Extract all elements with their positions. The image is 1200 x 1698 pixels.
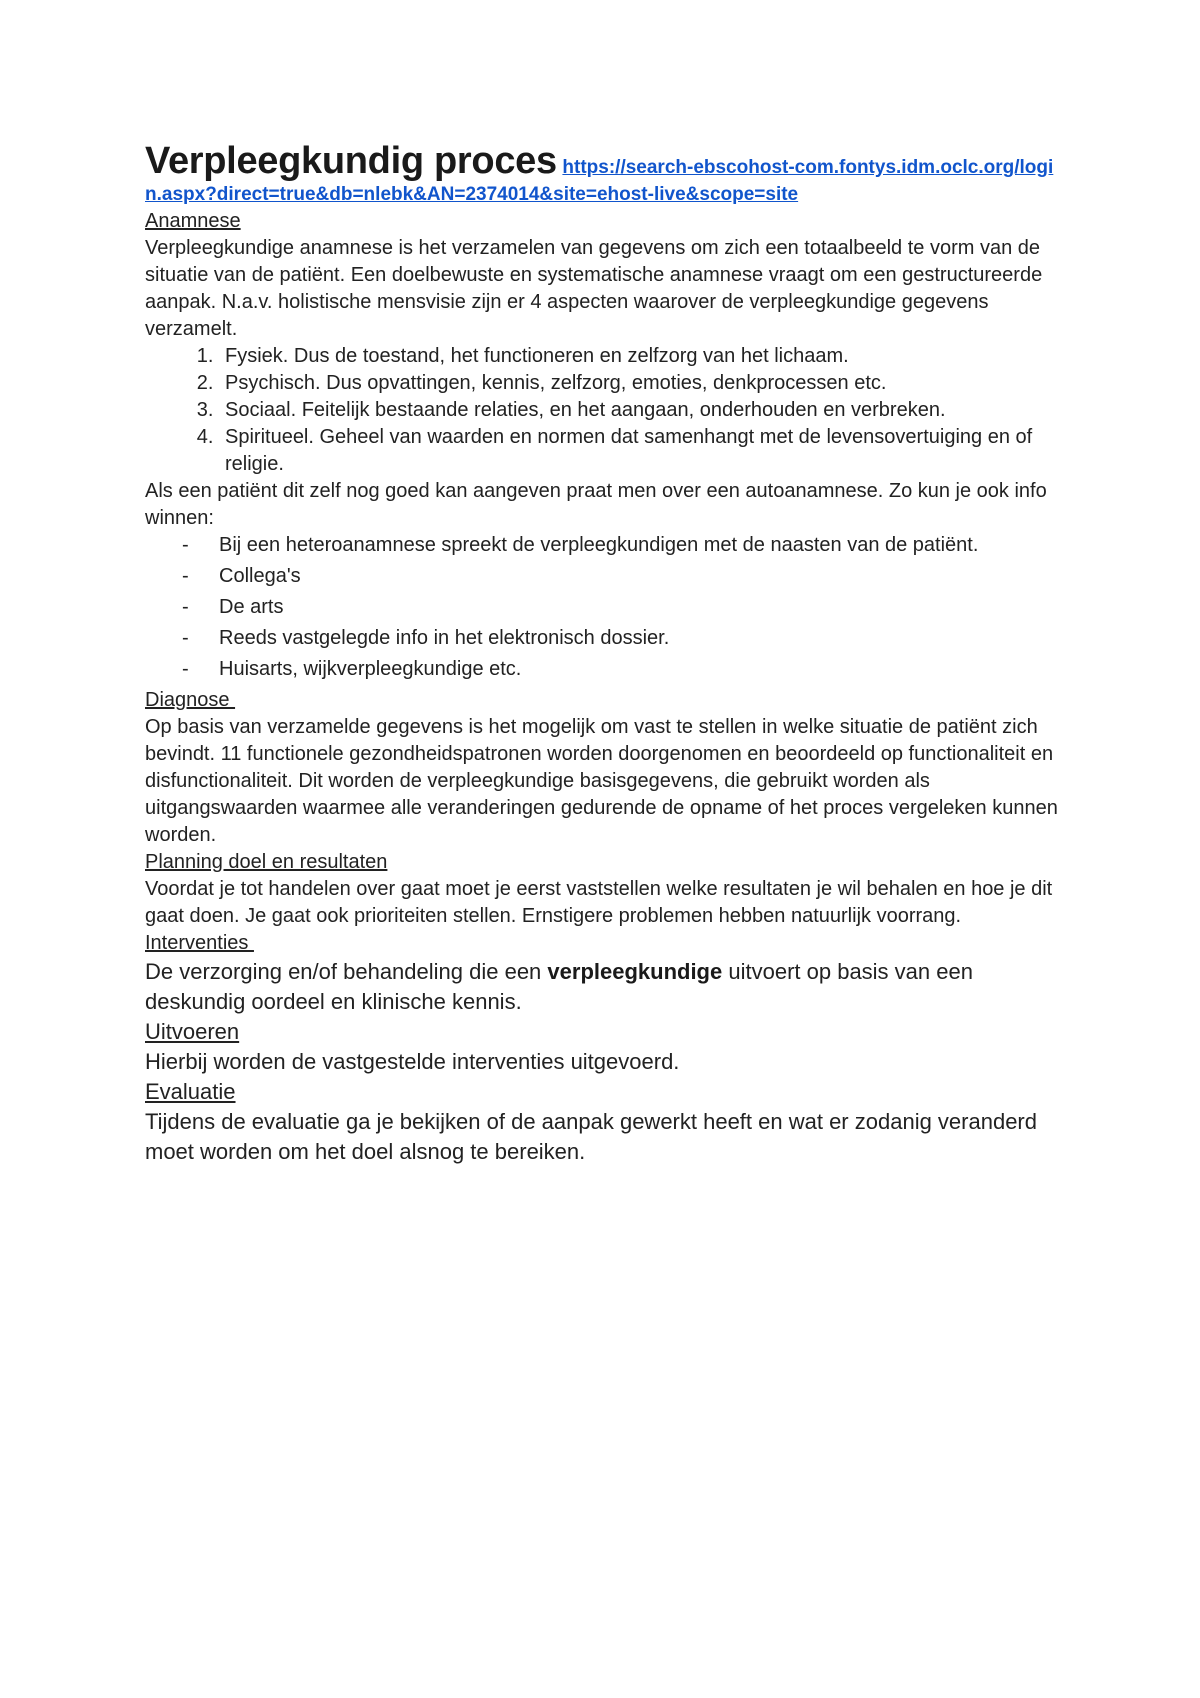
interventies-text-after: uitvoert op basis van een deskundig oordeel en klinische kennis. — [145, 959, 980, 1014]
interventies-body — [145, 957, 1070, 1017]
section-uitvoeren — [145, 1017, 1070, 1077]
interventies-bold-term: verpleegkundige — [547, 959, 723, 984]
aspects-list — [145, 343, 1070, 478]
interventies-text-before: De verzorging en/of behandeling die een — [145, 959, 548, 984]
list-item-text: De arts — [219, 596, 284, 618]
section-evaluatie — [145, 1077, 1070, 1167]
list-item: 3. Sociaal. Feitelijk bestaande relaties, en het aangaan, onderhouden en verbreken. — [219, 397, 1070, 424]
section-diagnose — [145, 687, 1070, 849]
heading-evaluatie: Evaluatie — [145, 1079, 236, 1104]
heading-anamnese: Anamnese — [145, 210, 241, 232]
list-item — [182, 625, 1070, 652]
dash-bullet: - — [182, 534, 189, 556]
anamnese-intro: Verpleegkundige anamnese is het verzamelen van gegevens om zich een totaalbeeld te vorm van de situatie van de patiënt. Een doelbewuste en systematische anamnese vraagt om een gestructureerde aanpak. N.a.v. holistische mensvisie zijn er 4 aspecten waarover de verpleegkundige gegevens verzamelt. — [145, 237, 1043, 340]
dash-bullet: - — [182, 658, 189, 680]
diagnose-body: Op basis van verzamelde gegevens is het mogelijk om vast te stellen in welke situatie de patiënt zich bevindt. 11 functionele gezondheidspatronen worden doorgenomen en beoordeeld op functionaliteit en disfunctionaliteit. Dit worden de verpleegkundige basisgegevens, die gebruikt worden als uitgangswaarden waarmee alle veranderingen gedurende de opname of het proces vergeleken kunnen worden. — [145, 716, 1058, 846]
list-item-text: Collega's — [219, 565, 301, 587]
section-interventies — [145, 930, 1070, 1017]
source-link[interactable]: https://search-ebscohost-com.fontys.idm.oclc.org/login.aspx?direct=true&db=nlebk&AN=2374014&site=ehost-live&scope=site — [145, 157, 1054, 205]
heading-interventies: Interventies — [145, 932, 254, 954]
page-title: Verpleegkundig proces — [145, 140, 557, 182]
list-item — [182, 563, 1070, 590]
list-item-text: Bij een heteroanamnese spreekt de verpleegkundigen met de naasten van de patiënt. — [219, 534, 979, 556]
uitvoeren-body: Hierbij worden de vastgestelde interventies uitgevoerd. — [145, 1049, 680, 1074]
dash-bullet: - — [182, 596, 189, 618]
anamnese-after: Als een patiënt dit zelf nog goed kan aangeven praat men over een autoanamnese. Zo kun je ook info winnen: — [145, 480, 1047, 529]
heading-uitvoeren: Uitvoeren — [145, 1019, 240, 1044]
dash-bullet: - — [182, 627, 189, 649]
sources-list — [145, 532, 1070, 683]
list-item: 4. Spiritueel. Geheel van waarden en normen dat samenhangt met de levensovertuiging en of religie. — [219, 424, 1070, 478]
list-item: 2. Psychisch. Dus opvattingen, kennis, zelfzorg, emoties, denkprocessen etc. — [219, 370, 1070, 397]
section-planning — [145, 849, 1070, 930]
heading-diagnose: Diagnose — [145, 689, 236, 711]
planning-body: Voordat je tot handelen over gaat moet je eerst vaststellen welke resultaten je wil behalen en hoe je dit gaat doen. Je gaat ook prioriteiten stellen. Ernstigere problemen hebben natuurlijk voorrang. — [145, 878, 1053, 927]
evaluatie-body: Tijdens de evaluatie ga je bekijken of de aanpak gewerkt heeft en wat er zodanig veranderd moet worden om het doel alsnog te bereiken. — [145, 1109, 1037, 1164]
list-item-text: Huisarts, wijkverpleegkundige etc. — [219, 658, 522, 680]
document-page — [145, 140, 1070, 1167]
dash-bullet: - — [182, 565, 189, 587]
section-anamnese — [145, 208, 1070, 683]
list-item: 1. Fysiek. Dus de toestand, het functioneren en zelfzorg van het lichaam. — [219, 343, 1070, 370]
title-line — [145, 140, 1070, 208]
list-item — [182, 594, 1070, 621]
list-item — [182, 656, 1070, 683]
list-item-text: Reeds vastgelegde info in het elektronisch dossier. — [219, 627, 670, 649]
list-item — [182, 532, 1070, 559]
heading-planning: Planning doel en resultaten — [145, 851, 388, 873]
